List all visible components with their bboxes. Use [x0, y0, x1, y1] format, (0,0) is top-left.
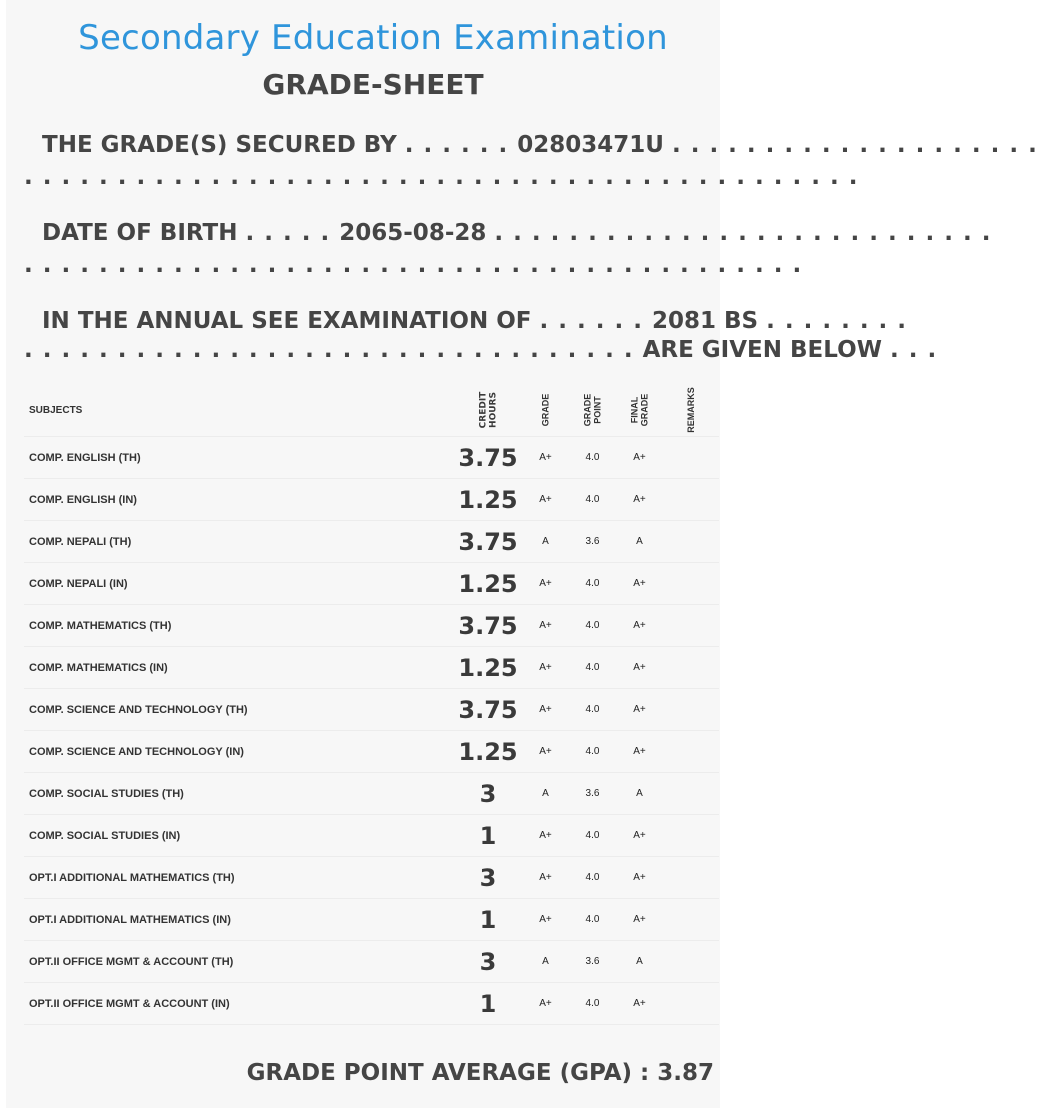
remarks-cell	[663, 563, 719, 605]
grade-point-cell: 4.0	[569, 605, 616, 647]
credit-hours-cell: 3.75	[454, 437, 522, 479]
grade-cell: A+	[522, 437, 569, 479]
table-row	[24, 563, 719, 605]
given-below-text: ARE GIVEN BELOW	[642, 337, 883, 363]
credit-hours-cell: 1	[454, 815, 522, 857]
exam-label: IN THE ANNUAL SEE EXAMINATION OF	[42, 308, 532, 334]
grade-cell: A+	[522, 731, 569, 773]
page-subtitle: GRADE-SHEET	[262, 68, 484, 101]
remarks-cell	[663, 773, 719, 815]
subject-cell: COMP. MATHEMATICS (IN)	[24, 647, 454, 689]
credit-hours-cell: 3	[454, 941, 522, 983]
credit-hours-cell: 1.25	[454, 647, 522, 689]
header-remarks: REMARKS	[663, 384, 719, 437]
final-grade-cell: A+	[616, 815, 663, 857]
dotted-line-2: . . . . . . . . . . . . . . . . . . . . . . . . . . . . . . . . . . . . . . . . . .	[24, 252, 803, 278]
final-grade-cell: A	[616, 773, 663, 815]
remarks-cell	[663, 941, 719, 983]
remarks-cell	[663, 815, 719, 857]
grade-point-cell: 4.0	[569, 563, 616, 605]
gpa-value: 3.87	[657, 1060, 714, 1086]
final-grade-cell: A+	[616, 479, 663, 521]
subject-cell: COMP. SCIENCE AND TECHNOLOGY (IN)	[24, 731, 454, 773]
subject-cell: OPT.II OFFICE MGMT & ACCOUNT (TH)	[24, 941, 454, 983]
gpa-label: GRADE POINT AVERAGE (GPA) :	[246, 1060, 650, 1086]
remarks-cell	[663, 731, 719, 773]
remarks-cell	[663, 647, 719, 689]
grade-cell: A+	[522, 857, 569, 899]
secured-by-label: THE GRADE(S) SECURED BY	[42, 132, 397, 158]
header-final-grade: FINAL GRADE	[616, 384, 663, 437]
secured-by-value: 02803471U	[517, 132, 664, 158]
final-grade-cell: A+	[616, 605, 663, 647]
table-row	[24, 521, 719, 563]
grade-point-cell: 3.6	[569, 521, 616, 563]
remarks-cell	[663, 605, 719, 647]
grade-cell: A+	[522, 815, 569, 857]
subject-cell: OPT.II OFFICE MGMT & ACCOUNT (IN)	[24, 983, 454, 1025]
table-row	[24, 479, 719, 521]
exam-value: 2081 BS	[651, 308, 759, 334]
final-grade-cell: A	[616, 521, 663, 563]
grade-cell: A+	[522, 479, 569, 521]
subject-cell: COMP. NEPALI (TH)	[24, 521, 454, 563]
credit-hours-cell: 3	[454, 773, 522, 815]
grade-point-cell: 4.0	[569, 689, 616, 731]
subject-cell: OPT.I ADDITIONAL MATHEMATICS (TH)	[24, 857, 454, 899]
grade-point-cell: 3.6	[569, 941, 616, 983]
table-row	[24, 647, 719, 689]
grade-cell: A+	[522, 689, 569, 731]
final-grade-cell: A	[616, 941, 663, 983]
subject-cell: OPT.I ADDITIONAL MATHEMATICS (IN)	[24, 899, 454, 941]
final-grade-cell: A+	[616, 731, 663, 773]
table-row	[24, 437, 719, 479]
remarks-cell	[663, 479, 719, 521]
credit-hours-cell: 1.25	[454, 479, 522, 521]
table-header-row	[24, 384, 719, 437]
credit-hours-cell: 3	[454, 857, 522, 899]
credit-hours-cell: 1.25	[454, 731, 522, 773]
exam-line: IN THE ANNUAL SEE EXAMINATION OF . . . . . . 2081 BS . . . . . . . .	[24, 308, 724, 334]
remarks-cell	[663, 983, 719, 1025]
grade-point-cell: 4.0	[569, 899, 616, 941]
table-row	[24, 605, 719, 647]
final-grade-cell: A+	[616, 857, 663, 899]
grade-cell: A	[522, 941, 569, 983]
final-grade-cell: A+	[616, 437, 663, 479]
subject-cell: COMP. SOCIAL STUDIES (TH)	[24, 773, 454, 815]
grade-point-cell: 4.0	[569, 647, 616, 689]
dotted-line-1: . . . . . . . . . . . . . . . . . . . . . . . . . . . . . . . . . . . . . . . . . . . . .	[24, 164, 859, 190]
table-row	[24, 731, 719, 773]
grade-point-cell: 4.0	[569, 983, 616, 1025]
final-grade-cell: A+	[616, 983, 663, 1025]
header-credit-hours: CREDIT HOURS	[454, 384, 522, 437]
subject-cell: COMP. NEPALI (IN)	[24, 563, 454, 605]
subject-cell: COMP. ENGLISH (IN)	[24, 479, 454, 521]
header-subjects: SUBJECTS	[24, 384, 454, 437]
header-grade: GRADE	[522, 384, 569, 437]
grade-point-cell: 4.0	[569, 731, 616, 773]
table-row	[24, 941, 719, 983]
remarks-cell	[663, 521, 719, 563]
subject-cell: COMP. SOCIAL STUDIES (IN)	[24, 815, 454, 857]
remarks-cell	[663, 437, 719, 479]
remarks-cell	[663, 857, 719, 899]
dob-line: DATE OF BIRTH . . . . . 2065-08-28 . . . . . . . . . . . . . . . . . . . . . . . . . . .	[24, 220, 724, 246]
credit-hours-cell: 3.75	[454, 689, 522, 731]
grade-point-cell: 4.0	[569, 479, 616, 521]
credit-hours-cell: 1.25	[454, 563, 522, 605]
table-row	[24, 983, 719, 1025]
subject-cell: COMP. ENGLISH (TH)	[24, 437, 454, 479]
page-title: Secondary Education Examination	[78, 18, 668, 58]
grade-point-cell: 3.6	[569, 773, 616, 815]
dob-label: DATE OF BIRTH	[42, 220, 238, 246]
table-row	[24, 773, 719, 815]
final-grade-cell: A+	[616, 689, 663, 731]
grade-cell: A+	[522, 899, 569, 941]
remarks-cell	[663, 899, 719, 941]
grade-cell: A	[522, 773, 569, 815]
table-row	[24, 899, 719, 941]
grade-point-cell: 4.0	[569, 437, 616, 479]
grade-point-cell: 4.0	[569, 857, 616, 899]
final-grade-cell: A+	[616, 563, 663, 605]
remarks-cell	[663, 689, 719, 731]
credit-hours-cell: 3.75	[454, 605, 522, 647]
given-below-line: . . . . . . . . . . . . . . . . . . . . . . . . . . . . . . . . . ARE GIVEN BELOW . . .	[24, 337, 938, 363]
subject-cell: COMP. SCIENCE AND TECHNOLOGY (TH)	[24, 689, 454, 731]
gpa-line	[247, 1060, 714, 1086]
grade-cell: A+	[522, 563, 569, 605]
final-grade-cell: A+	[616, 899, 663, 941]
grades-table	[24, 384, 719, 1025]
table-row	[24, 689, 719, 731]
header-grade-point: GRADE POINT	[569, 384, 616, 437]
grade-cell: A+	[522, 983, 569, 1025]
grade-sheet	[6, 0, 1038, 1108]
dob-value: 2065-08-28	[339, 220, 487, 246]
credit-hours-cell: 1	[454, 983, 522, 1025]
grade-cell: A+	[522, 605, 569, 647]
subject-cell: COMP. MATHEMATICS (TH)	[24, 605, 454, 647]
credit-hours-cell: 3.75	[454, 521, 522, 563]
grade-cell: A	[522, 521, 569, 563]
grade-point-cell: 4.0	[569, 815, 616, 857]
table-row	[24, 815, 719, 857]
secured-by-line: THE GRADE(S) SECURED BY . . . . . . 02803471U . . . . . . . . . . . . . . . . . . . .	[24, 132, 724, 158]
grade-cell: A+	[522, 647, 569, 689]
table-row	[24, 857, 719, 899]
credit-hours-cell: 1	[454, 899, 522, 941]
final-grade-cell: A+	[616, 647, 663, 689]
